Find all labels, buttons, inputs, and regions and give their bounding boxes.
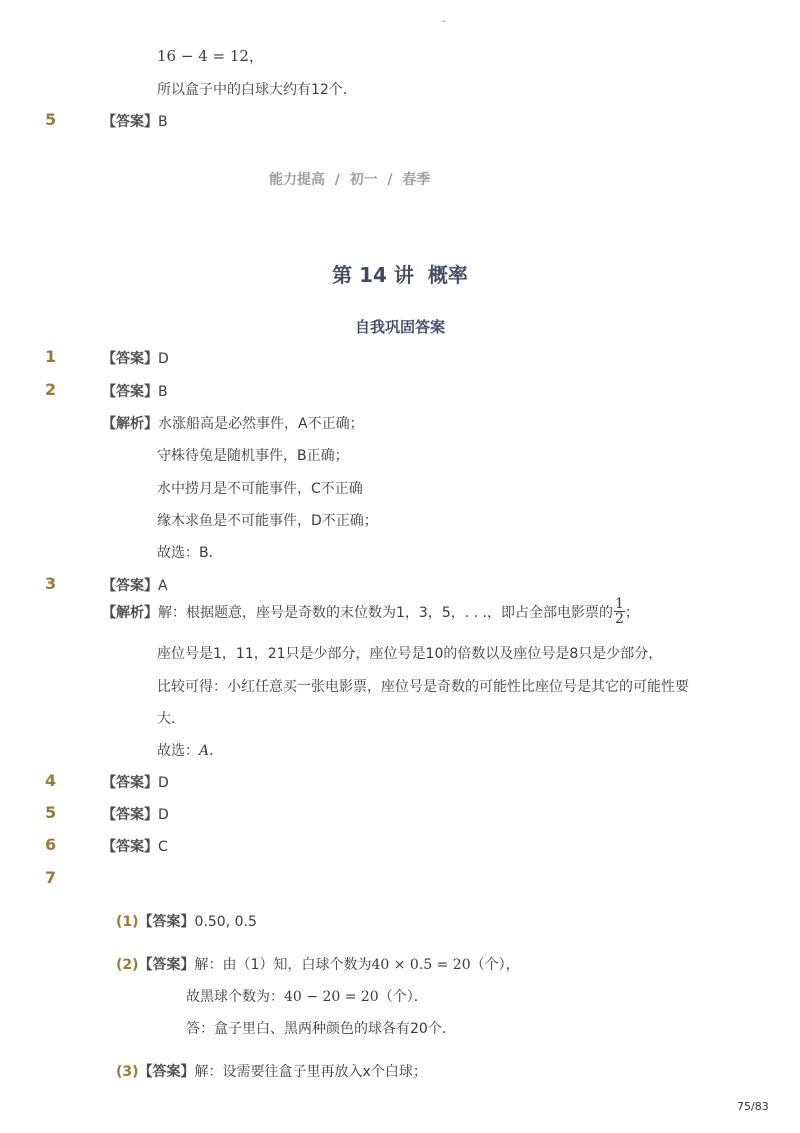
solution-text: 解：由（1）知，白球个数为 — [194, 957, 372, 973]
answer-value: D — [158, 807, 169, 823]
answer-value: A — [158, 578, 168, 594]
answer-label: 【答案】 — [102, 384, 158, 400]
answer-label: 【答案】 — [102, 114, 158, 130]
fraction-numerator: 1 — [614, 596, 624, 612]
conclusion-end: ． — [209, 743, 224, 759]
answer-label: 【答案】 — [102, 807, 158, 823]
top-mark: - — [442, 16, 446, 27]
prev-equation: 16 − 4 = 12， — [157, 47, 264, 65]
subpart-row — [116, 954, 520, 974]
solution-text: 故黑球个数为： — [186, 989, 284, 1005]
analysis-line: 缘木求鱼是不可能事件，D不正确； — [157, 513, 378, 529]
answer-row — [102, 381, 168, 401]
answer-row — [102, 348, 169, 368]
analysis-line: 水中捞月是不可能事件，C不正确 — [157, 481, 363, 497]
question-number: 5 — [45, 803, 57, 822]
answer-value: D — [158, 775, 169, 791]
prev-conclusion: 所以盒子中的白球大约有12个． — [157, 82, 357, 98]
fraction-one-half — [614, 597, 625, 626]
analysis-line-end: ； — [624, 604, 639, 621]
question-number: 2 — [45, 380, 57, 399]
lecture-title: 第 14 讲 概率 — [332, 263, 468, 287]
analysis-line: 守株待兔是随机事件，B正确； — [157, 448, 349, 464]
subpart-number: (1) — [116, 914, 139, 930]
analysis-line — [157, 740, 223, 760]
answer-row — [102, 804, 169, 824]
analysis-line: 解：根据题意，座号是奇数的末位数为1，3，5，. . .，即占全部电影票的 — [158, 604, 613, 621]
subpart-number: (2) — [116, 957, 139, 973]
answer-value: B — [158, 114, 168, 130]
subpart-row — [116, 911, 257, 931]
answer-label: 【答案】 — [102, 839, 158, 855]
solution-line — [186, 986, 428, 1006]
question-number: 3 — [45, 574, 57, 593]
analysis-line: 比较可得：小红任意买一张电影票，座位号是奇数的可能性比座位号是其它的可能性要 — [157, 679, 689, 695]
analysis-line: 水涨船高是必然事件，A不正确； — [158, 416, 364, 432]
fraction-denominator: 2 — [614, 611, 624, 627]
breadcrumb: 能力提高 / 初一 / 春季 — [269, 172, 431, 188]
question-number: 5 — [45, 110, 57, 129]
answer-row — [102, 111, 168, 131]
answer-value: B — [158, 384, 168, 400]
question-number: 1 — [45, 347, 57, 366]
solution-line: 答：盒子里白、黑两种颜色的球各有20个． — [186, 1021, 456, 1037]
analysis-row — [102, 413, 364, 433]
analysis-line: 大． — [157, 711, 185, 727]
analysis-line: 故选：B． — [157, 545, 223, 561]
analysis-line: 座位号是1，11，21只是少部分，座位号是10的倍数以及座位号是8只是少部分， — [157, 646, 663, 662]
question-number: 6 — [45, 835, 57, 854]
math-expression: 40 × 0.5 = 20 — [371, 957, 471, 973]
subpart-number: (3) — [116, 1064, 139, 1080]
answer-value: 0.50, 0.5 — [194, 914, 257, 930]
answer-variable: A — [199, 743, 210, 759]
answer-label: 【答案】 — [102, 775, 158, 791]
answer-row — [102, 575, 168, 595]
answer-label: 【答案】 — [138, 914, 195, 930]
answer-value: D — [158, 351, 169, 367]
analysis-label: 【解析】 — [102, 416, 158, 432]
answer-label: 【答案】 — [138, 957, 195, 973]
answer-value: C — [158, 839, 168, 855]
answer-row — [102, 836, 168, 856]
conclusion-text: 故选： — [157, 743, 199, 759]
analysis-row — [102, 597, 639, 626]
answer-label: 【答案】 — [102, 578, 158, 594]
solution-text: 解：设需要往盒子里再放入x个白球； — [194, 1064, 427, 1080]
answer-row — [102, 772, 169, 792]
solution-text: （个）， — [470, 957, 520, 973]
section-title: 自我巩固答案 — [354, 318, 445, 336]
subpart-row — [116, 1061, 427, 1081]
answer-label: 【答案】 — [102, 351, 158, 367]
question-number: 4 — [45, 771, 57, 790]
solution-text: （个）． — [378, 989, 428, 1005]
math-expression: 40 − 20 = 20 — [284, 989, 379, 1005]
answer-label: 【答案】 — [138, 1064, 195, 1080]
analysis-label: 【解析】 — [102, 604, 158, 621]
page-number: 75/83 — [737, 1100, 769, 1113]
question-number: 7 — [45, 868, 57, 887]
